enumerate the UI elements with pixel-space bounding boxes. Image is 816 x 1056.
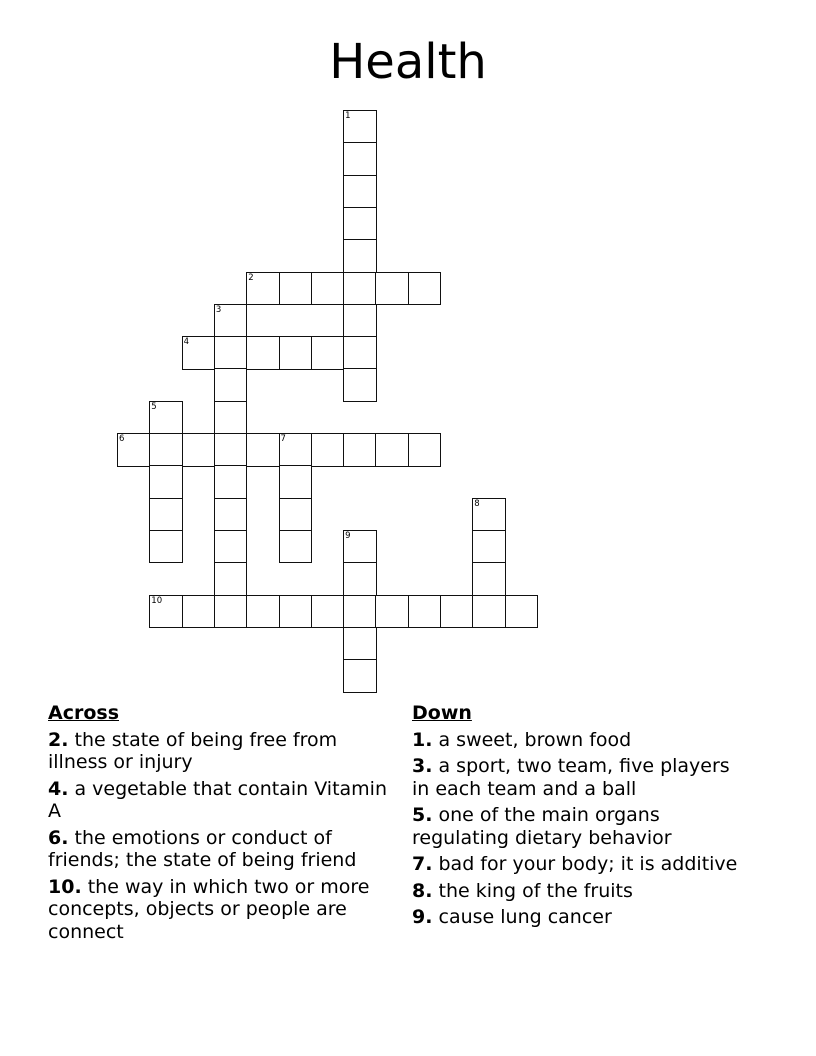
- crossword-cell: [343, 530, 377, 564]
- crossword-cell: [311, 595, 345, 629]
- clue-text: the way in which two or more concepts, objects or people are connect: [48, 875, 370, 943]
- clue-text: one of the main organs regulating dietary behavior: [412, 804, 672, 849]
- crossword-cell: [343, 627, 377, 661]
- crossword-cell: [246, 433, 280, 467]
- clue-down: [412, 906, 752, 929]
- cell-number: 10: [151, 595, 163, 606]
- crossword-cell: [182, 433, 216, 467]
- crossword-cell: [375, 595, 409, 629]
- crossword-cell: [246, 336, 280, 370]
- crossword-cell: [311, 272, 345, 306]
- clue-number: 1.: [412, 728, 433, 751]
- crossword-cell: [279, 498, 313, 532]
- crossword-cell: [343, 142, 377, 176]
- crossword-cell: [214, 595, 248, 629]
- crossword-cell: [214, 562, 248, 596]
- clue-text: the emotions or conduct of friends; the state of being friend: [48, 826, 357, 871]
- clue-down: [412, 755, 752, 800]
- clue-down: [412, 880, 752, 903]
- crossword-cell: [343, 595, 377, 629]
- cell-number: 1: [345, 111, 351, 121]
- cell-number: 2: [248, 272, 254, 283]
- crossword-cell: [149, 530, 183, 564]
- crossword-cell: [149, 465, 183, 499]
- clue-down: [412, 804, 752, 849]
- clue-number: 10.: [48, 875, 82, 898]
- cell-number: 4: [183, 337, 190, 348]
- crossword-cell: [343, 175, 377, 209]
- crossword-cell: [117, 433, 151, 467]
- clue-across: [48, 876, 400, 944]
- crossword-cell: [472, 595, 506, 629]
- clue-down: [412, 729, 752, 752]
- page-title: Health: [329, 34, 487, 90]
- crossword-cell: [408, 433, 442, 467]
- clue-number: 4.: [48, 777, 69, 800]
- crossword-cell: [149, 498, 183, 532]
- clue-across: [48, 827, 400, 872]
- clue-number: 5.: [412, 804, 433, 826]
- crossword-cell: [214, 433, 248, 467]
- crossword-cell: [472, 562, 506, 596]
- crossword-cell: [375, 272, 409, 306]
- crossword-cell: [279, 336, 313, 370]
- clue-number: 2.: [48, 728, 69, 751]
- crossword-cell: [279, 530, 313, 564]
- crossword-cell: [311, 433, 345, 467]
- crossword-cell: [149, 595, 183, 629]
- clue-text: a sport, two team, five players in each team and a ball: [412, 755, 730, 800]
- crossword-cell: [214, 530, 248, 564]
- crossword-cell: [214, 368, 248, 402]
- clue-text: bad for your body; it is additive: [438, 853, 738, 875]
- crossword-cell: [279, 595, 313, 629]
- crossword-cell: [408, 595, 442, 629]
- across-heading: Across: [48, 702, 120, 724]
- clue-number: 7.: [412, 853, 433, 875]
- crossword-cell: [343, 433, 377, 467]
- clue-text: a vegetable that contain Vitamin A: [48, 777, 387, 822]
- crossword-cell: [408, 272, 442, 306]
- crossword-cell: [343, 562, 377, 596]
- crossword-cell: [149, 401, 183, 435]
- down-heading: Down: [412, 702, 472, 724]
- across-clues: [48, 702, 400, 947]
- cell-number: 8: [474, 498, 480, 509]
- crossword-cell: [246, 272, 280, 306]
- clue-across: [48, 729, 400, 774]
- crossword-cell: [311, 336, 345, 370]
- clue-text: cause lung cancer: [438, 906, 612, 928]
- crossword-cell: [440, 595, 474, 629]
- crossword-cell: [343, 368, 377, 402]
- crossword-cell: [343, 659, 377, 693]
- crossword-cell: [343, 207, 377, 241]
- crossword-cell: [343, 272, 377, 306]
- crossword-cell: [505, 595, 539, 629]
- crossword-cell: [472, 530, 506, 564]
- crossword-cell: [343, 239, 377, 273]
- clue-number: 9.: [412, 906, 433, 928]
- crossword-cell: [246, 595, 280, 629]
- cell-number: 7: [280, 434, 286, 444]
- crossword-cell: [343, 336, 377, 370]
- clue-text: a sweet, brown food: [438, 728, 632, 751]
- cell-number: 5: [151, 401, 157, 412]
- crossword-cell: [214, 401, 248, 435]
- down-clues: [412, 702, 752, 933]
- clue-down: [412, 853, 752, 876]
- crossword-cell: [182, 336, 216, 370]
- crossword-cell: [375, 433, 409, 467]
- clue-across: [48, 778, 400, 823]
- clue-text: the king of the fruits: [438, 879, 633, 902]
- crossword-cell: [182, 595, 216, 629]
- cell-number: 9: [345, 530, 351, 541]
- crossword-cell: [214, 465, 248, 499]
- crossword-cell: [279, 465, 313, 499]
- crossword-cell: [149, 433, 183, 467]
- cell-number: 6: [119, 434, 125, 444]
- crossword-cell: [279, 433, 313, 467]
- clue-number: 8.: [412, 879, 433, 902]
- clue-number: 6.: [48, 826, 69, 849]
- crossword-cell: [472, 498, 506, 532]
- crossword-cell: [214, 336, 248, 370]
- crossword-cell: [343, 304, 377, 338]
- clue-number: 3.: [412, 755, 433, 777]
- clue-text: the state of being free from illness or injury: [48, 728, 338, 773]
- crossword-cell: [214, 304, 248, 338]
- crossword-cell: [279, 272, 313, 306]
- crossword-cell: [214, 498, 248, 532]
- crossword-cell: [343, 110, 377, 144]
- cell-number: 3: [215, 304, 222, 315]
